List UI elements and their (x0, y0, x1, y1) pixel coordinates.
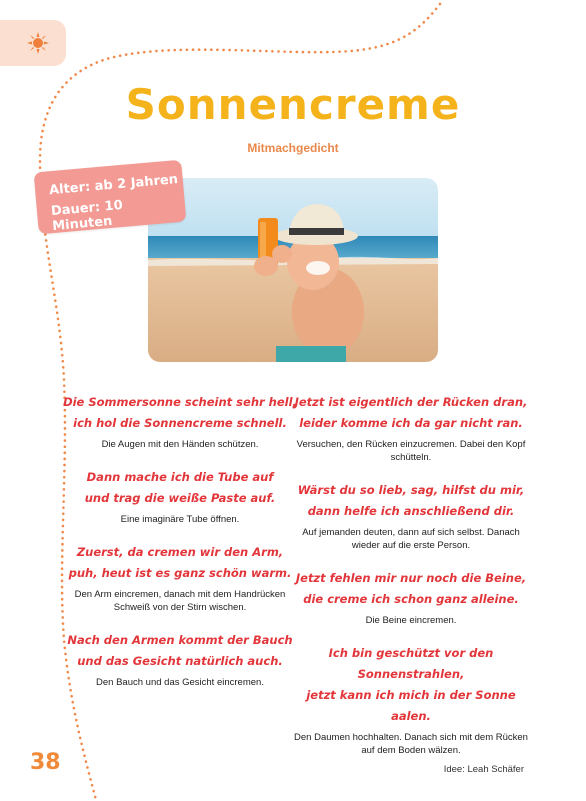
verse-line: jetzt kann ich mich in der Sonne aalen. (306, 688, 516, 723)
verse-line: Zuerst, da cremen wir den Arm, (76, 545, 284, 559)
instruction-text: Eine imaginäre Tube öffnen. (120, 514, 240, 525)
instruction-text: Die Augen mit den Händen schützen. (101, 439, 259, 450)
instruction-text: Die Beine eincremen. (365, 615, 457, 626)
instruction-text: Den Daumen hochhalten. Danach sich mit dem Rücken auf dem Boden wälzen. (294, 732, 528, 756)
poem-column-right (291, 392, 531, 773)
verse-line: Die Sommersonne scheint sehr hell, (63, 395, 297, 409)
stanza (291, 392, 531, 464)
verse-line: Ich bin geschützt vor den Sonnenstrahlen, (328, 646, 494, 681)
verse-line: puh, heut ist es ganz schön warm. (68, 566, 292, 580)
verse-line: ich hol die Sonnencreme schnell. (73, 416, 287, 430)
verse-line: Wärst du so lieb, sag, hilfst du mir, (297, 483, 525, 497)
stanza (60, 392, 300, 451)
stanza (291, 480, 531, 552)
stanza (60, 542, 300, 614)
page-title: Sonnencreme (125, 80, 461, 129)
idea-credit: Idee: Leah Schäfer (443, 764, 524, 775)
verse-line: und das Gesicht natürlich auch. (77, 654, 283, 668)
age-label: Alter: ab 2 Jahren (48, 172, 179, 199)
verse-line: Dann mache ich die Tube auf (86, 470, 274, 484)
stanza (60, 630, 300, 689)
stanza (291, 568, 531, 627)
verse-line: Jetzt fehlen mir nur noch die Beine, (295, 571, 527, 585)
stanza (60, 467, 300, 526)
instruction-text: Den Bauch und das Gesicht eincremen. (96, 677, 264, 688)
instruction-text: Den Arm eincremen, danach mit dem Handrücken Schweiß von der Stirn wischen. (74, 589, 286, 613)
verse-line: die creme ich schon ganz alleine. (303, 592, 519, 606)
page-number: 38 (30, 750, 61, 775)
poem-column-left (60, 392, 300, 705)
verse-line: dann helfe ich anschließend dir. (307, 504, 515, 518)
info-box (34, 160, 187, 235)
duration-label: Dauer: 10 Minuten (50, 197, 124, 235)
sun-icon (27, 32, 49, 54)
verse-line: Jetzt ist eigentlich der Rücken dran, (294, 395, 528, 409)
instruction-text: Versuchen, den Rücken einzucremen. Dabei den Kopf schütteln. (296, 439, 526, 463)
verse-line: Nach den Armen kommt der Bauch (67, 633, 293, 647)
page-subtitle: Mitmachgedicht (247, 141, 339, 155)
instruction-text: Auf jemanden deuten, dann auf sich selbst. Danach wieder auf die erste Person. (302, 527, 520, 551)
beach-photo (148, 178, 438, 362)
verse-line: und trag die weiße Paste auf. (84, 491, 276, 505)
stanza (291, 643, 531, 757)
verse-line: leider komme ich da gar nicht ran. (299, 416, 523, 430)
